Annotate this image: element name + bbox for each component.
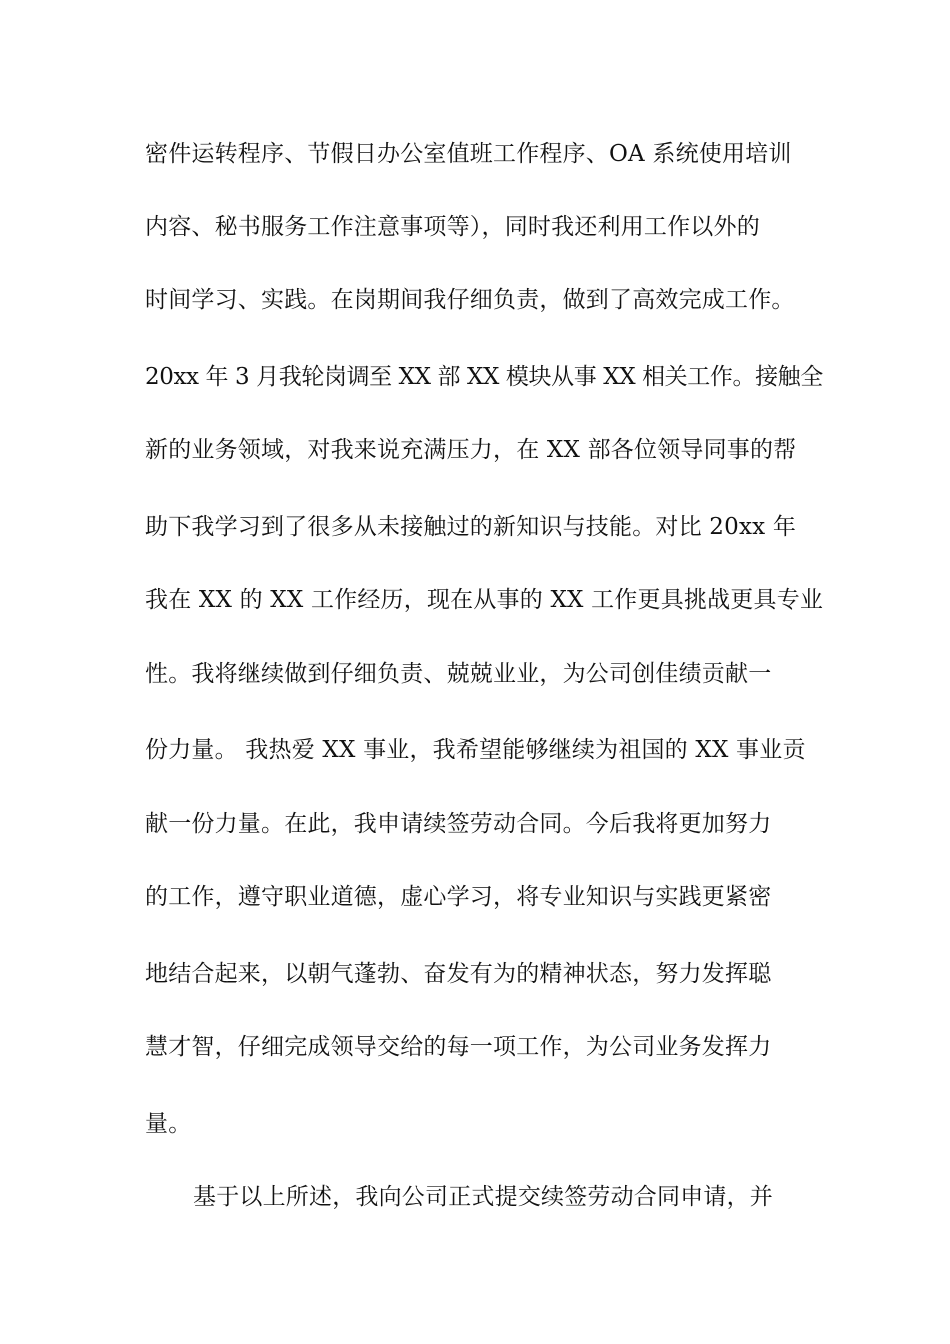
paragraph-line: 份力量。 我热爱 XX 事业，我希望能够继续为祖国的 XX 事业贡 — [145, 737, 806, 763]
paragraph-line: 慧才智，仔细完成领导交给的每一项工作，为公司业务发挥力 — [145, 1034, 772, 1060]
paragraph-line: 性。我将继续做到仔细负责、兢兢业业，为公司创佳绩贡献一 — [145, 661, 772, 687]
paragraph-line: 内容、秘书服务工作注意事项等），同时我还利用工作以外的 — [145, 214, 760, 240]
paragraph-line: 量。 — [145, 1111, 192, 1137]
paragraph-first-line: 基于以上所述，我向公司正式提交续签劳动合同申请，并 — [193, 1184, 773, 1210]
paragraph-line: 新的业务领域，对我来说充满压力，在 XX 部各位领导同事的帮 — [145, 437, 797, 463]
paragraph-line: 的工作，遵守职业道德，虚心学习，将专业知识与实践更紧密 — [145, 884, 772, 910]
paragraph-line: 20xx 年 3 月我轮岗调至 XX 部 XX 模块从事 XX 相关工作。接触全 — [145, 364, 823, 390]
paragraph-line: 献一份力量。在此，我申请续签劳动合同。今后我将更加努力 — [145, 811, 772, 837]
paragraph-line: 时间学习、实践。在岗期间我仔细负责，做到了高效完成工作。 — [145, 287, 795, 313]
paragraph-line: 密件运转程序、节假日办公室值班工作程序、OA 系统使用培训 — [145, 141, 792, 167]
paragraph-line: 地结合起来，以朝气蓬勃、奋发有为的精神状态，努力发挥聪 — [145, 961, 772, 987]
paragraph-line: 我在 XX 的 XX 工作经历，现在从事的 XX 工作更具挑战更具专业 — [145, 587, 824, 613]
paragraph-line: 助下我学习到了很多从未接触过的新知识与技能。对比 20xx 年 — [145, 514, 797, 540]
